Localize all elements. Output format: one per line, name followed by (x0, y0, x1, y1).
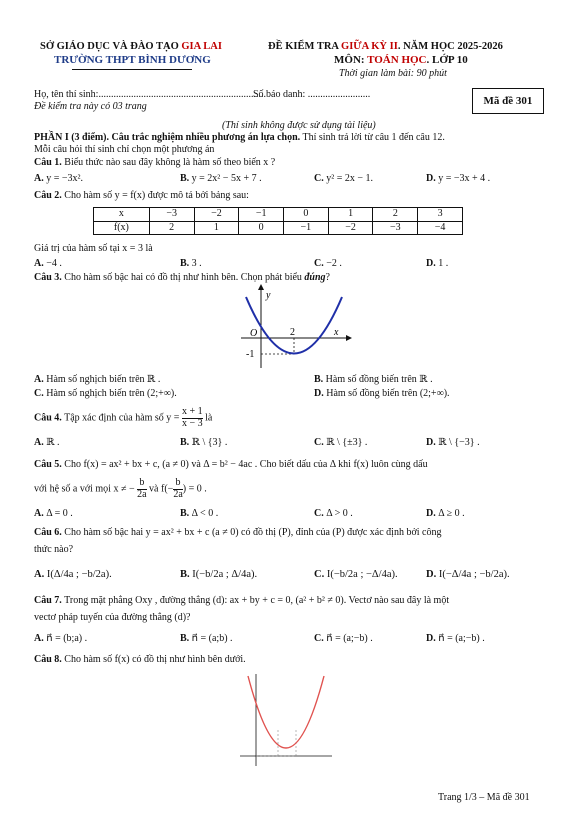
q2-b-text: 3 . (191, 258, 202, 269)
q7-c-text: n⃗ = (a;−b) . (326, 633, 373, 644)
exam-year-text: . NĂM HỌC 2025-2026 (397, 41, 503, 52)
q3-parabola-graph (236, 282, 356, 370)
table-cell: 3 (418, 208, 463, 222)
parabola-curve (248, 676, 324, 748)
q5-line2-start: với hệ số a với mọi x ≠ − (34, 483, 135, 495)
fraction-numerator: x + 1 (181, 406, 203, 417)
q7-label: Câu 7. (34, 595, 62, 606)
q7-option-b: B. n⃗ = (a;b) . (180, 633, 233, 644)
x-axis-label: x (334, 327, 339, 338)
q2-value-table (93, 207, 463, 235)
q5-label: Câu 5. (34, 459, 62, 470)
q1-option-d: D. y = −3x + 4 . (426, 173, 491, 184)
table-cell: −2 (328, 221, 373, 235)
school-name: TRƯỜNG THPT BÌNH DƯƠNG (54, 54, 211, 66)
q2-text: Cho hàm số y = f(x) được mô tả bởi bảng sau: (61, 190, 249, 201)
q6-label: Câu 6. (34, 527, 62, 538)
table-cell: 0 (284, 208, 329, 222)
table-cell: −4 (418, 221, 463, 235)
q4-option-a: A. ℝ . (34, 437, 60, 448)
q8-parabola-graph (236, 670, 336, 768)
q6-text: Cho hàm số bậc hai y = ax² + bx + c (a ≠ 0) có đồ thị (P), đỉnh của (P) được xác định bởi công (61, 527, 442, 538)
part1-title: PHẦN I (3 điểm). Câu trắc nghiệm nhiều phương án lựa chọn. (34, 132, 301, 143)
q1-label: Câu 1. (34, 157, 62, 168)
q1-option-a: A. y = −3x². (34, 173, 84, 184)
q5-line2: với hệ số a với mọi x ≠ − $\frac{b}{2a}$ và f(− $\frac{b}{2a}$ ) = 0 . (34, 477, 207, 500)
q7-option-a: A. n⃗ = (b;a) . (34, 633, 88, 644)
q5-d-text: Δ ≥ 0 . (438, 508, 465, 519)
q5-c-text: Δ > 0 . (326, 508, 353, 519)
fraction-numerator: b (173, 478, 182, 490)
q6-option-c: C. I(−b/2a ; −Δ/4a). (314, 569, 398, 580)
q4-fraction (182, 407, 203, 429)
q5-line2-mid: và f (149, 483, 165, 495)
x-axis-arrow (346, 335, 352, 341)
q6-b-text: I(−b/2a ; Δ/4a). (192, 569, 258, 580)
q8-label: Câu 8. (34, 654, 62, 665)
q1-stem (34, 157, 275, 170)
q1-d-text: y = −3x + 4 . (438, 173, 491, 184)
q5-option-b: B. Δ < 0 . (180, 508, 219, 519)
table-cell: −1 (239, 208, 284, 222)
q3-emphasis: đúng (304, 272, 326, 283)
q6-line2: thức nào? (34, 544, 74, 555)
q6-option-d: D. I(−Δ/4a ; −b/2a). (426, 569, 510, 580)
y-axis-arrow (258, 284, 264, 290)
q2-stem (34, 190, 249, 203)
table-cell: 2 (373, 208, 418, 222)
table-cell: −2 (194, 208, 239, 222)
q3-option-c: C. Hàm số nghịch biến trên (2;+∞). (34, 388, 177, 399)
department-line (40, 40, 222, 53)
fraction-denominator: 2a (173, 488, 183, 500)
part1-desc: Thí sinh trả lời từ câu 1 đến câu 12. (300, 132, 445, 143)
q4-option-b: B. ℝ \ {3} . (180, 437, 228, 448)
no-materials-note: (Thí sinh không được sử dụng tài liệu) (222, 120, 376, 131)
province-text: GIA LAI (181, 41, 222, 52)
q6-stem (34, 527, 441, 540)
q4-stem (34, 407, 212, 429)
y-tick-label: -1 (246, 349, 255, 360)
q5-option-a: A. Δ = 0 . (34, 508, 73, 519)
q7-option-d: D. n⃗ = (a;−b) . (426, 633, 485, 644)
q3-c-text: Hàm số nghịch biến trên (2;+∞). (46, 388, 177, 399)
subject-line (334, 54, 468, 68)
x-tick-label: 2 (290, 327, 295, 338)
exam-term-text: GIỮA KỲ II (341, 41, 398, 52)
q5-a-text: Δ = 0 . (46, 508, 73, 519)
q7-b-text: n⃗ = (a;b) . (191, 633, 233, 644)
q2-option-c: C. −2 . (314, 258, 342, 269)
q2-option-b: B. 3 . (180, 258, 202, 269)
part1-header (34, 132, 445, 145)
table-cell: 1 (328, 208, 373, 222)
table-row (94, 221, 463, 235)
table-cell: −1 (284, 221, 329, 235)
q5-b-text: Δ < 0 . (191, 508, 219, 519)
origin-label: O (250, 328, 258, 339)
q7-d-text: n⃗ = (a;−b) . (438, 633, 485, 644)
table-cell: x (94, 208, 150, 222)
q7-a-text: n⃗ = (b;a) . (46, 633, 88, 644)
q1-a-text: y = −3x². (46, 173, 84, 184)
q2-option-a: A. −4 . (34, 258, 62, 269)
q4-text-end: là (205, 412, 213, 424)
table-cell: 1 (194, 221, 239, 235)
q6-c-text: I(−b/2a ; −Δ/4a). (326, 569, 398, 580)
q6-option-a: A. I(Δ/4a ; −b/2a). (34, 569, 112, 580)
q3-option-b: B. Hàm số đồng biến trên ℝ . (314, 374, 433, 385)
q3-b-text: Hàm số đồng biến trên ℝ . (325, 374, 433, 385)
q4-label: Câu 4. (34, 412, 62, 424)
table-row (94, 208, 463, 222)
grade-text: . LỚP 10 (426, 54, 468, 66)
q4-b-text: ℝ \ {3} . (191, 437, 228, 448)
q7-stem (34, 595, 449, 608)
fraction-denominator: 2a (137, 488, 147, 500)
part1-desc2: Mỗi câu hỏi thí sinh chỉ chọn một phương án (34, 144, 215, 155)
table-cell: 0 (239, 221, 284, 235)
parabola-curve (246, 297, 342, 354)
q5-fraction (137, 478, 146, 500)
q5-option-c: C. Δ > 0 . (314, 508, 353, 519)
q1-c-text: y² = 2x − 1. (326, 173, 374, 184)
table-cell: 2 (149, 221, 194, 235)
q1-option-b: B. y = 2x² − 5x + 7 . (180, 173, 262, 184)
student-id-field: Số báo danh: ......................... (253, 89, 371, 100)
fraction-numerator: b (137, 478, 146, 490)
subject-label: MÔN: (334, 54, 368, 66)
q7-option-c: C. n⃗ = (a;−b) . (314, 633, 373, 644)
table-cell: f(x) (94, 221, 150, 235)
q5-stem (34, 459, 428, 472)
q1-option-c: C. y² = 2x − 1. (314, 173, 374, 184)
q8-text: Cho hàm số f(x) có đồ thị như hình bên dưới. (61, 654, 246, 665)
page-footer: Trang 1/3 – Mã đề 301 (438, 792, 530, 803)
y-axis-label: y (266, 290, 271, 301)
q2-a-text: −4 . (46, 258, 62, 269)
q2-label: Câu 2. (34, 190, 62, 201)
q2-c-text: −2 . (326, 258, 342, 269)
q5-line2-end: = 0 . (186, 483, 207, 495)
exam-code-box: Mã đề 301 (472, 88, 544, 114)
fraction-denominator: x − 3 (181, 417, 203, 429)
department-text: SỞ GIÁO DỤC VÀ ĐÀO TẠO (40, 41, 179, 52)
q1-text: Biểu thức nào sau đây không là hàm số theo biến x ? (61, 157, 276, 168)
subject-name: TOÁN HỌC (367, 54, 427, 66)
q5-fraction-2 (173, 478, 182, 500)
table-cell: −3 (149, 208, 194, 222)
q4-option-c: C. ℝ \ {±3} . (314, 437, 368, 448)
school-underline (72, 69, 192, 70)
q4-d-text: ℝ \ {−3} . (438, 437, 480, 448)
q3-text-end: ? (325, 272, 330, 283)
q4-a-text: ℝ . (46, 437, 60, 448)
q3-option-a: A. Hàm số nghịch biến trên ℝ . (34, 374, 161, 385)
q1-b-text: y = 2x² − 5x + 7 . (191, 173, 262, 184)
exam-title (268, 40, 503, 53)
q5-text: Cho f(x) = ax² + bx + c, (a ≠ 0) và Δ = b² − 4ac . Cho biết dấu của Δ khi f(x) luôn cùng dấu (61, 459, 428, 470)
table-cell: −3 (373, 221, 418, 235)
q4-text: Tập xác định của hàm số y = (61, 412, 180, 424)
q3-option-d: D. Hàm số đồng biến trên (2;+∞). (314, 388, 450, 399)
q7-text: Trong mặt phẳng Oxy , đường thẳng (d): ax + by + c = 0, (a² + b² ≠ 0). Vectơ nào sau đây là một (61, 595, 450, 606)
student-name-field: Họ, tên thí sinh:................................................................... (34, 89, 266, 100)
q5-option-d: D. Δ ≥ 0 . (426, 508, 465, 519)
q8-stem (34, 654, 246, 667)
q2-d-text: 1 . (438, 258, 449, 269)
q4-option-d: D. ℝ \ {−3} . (426, 437, 480, 448)
q3-label: Câu 3. (34, 272, 62, 283)
q7-line2: vectơ pháp tuyến của đường thẳng (d)? (34, 612, 191, 623)
q6-d-text: I(−Δ/4a ; −b/2a). (438, 569, 510, 580)
time-limit: Thời gian làm bài: 90 phút (339, 68, 447, 79)
q6-a-text: I(Δ/4a ; −b/2a). (46, 569, 112, 580)
q6-option-b: B. I(−b/2a ; Δ/4a). (180, 569, 258, 580)
q3-text: Cho hàm số bậc hai có đồ thị như hình bên. Chọn phát biểu (61, 272, 305, 283)
q2-question: Giá trị của hàm số tại x = 3 là (34, 243, 153, 254)
q4-c-text: ℝ \ {±3} . (326, 437, 368, 448)
q3-a-text: Hàm số nghịch biến trên ℝ . (46, 374, 161, 385)
q3-d-text: Hàm số đồng biến trên (2;+∞). (326, 388, 450, 399)
exam-title-text: ĐỀ KIỂM TRA (268, 41, 339, 52)
q2-option-d: D. 1 . (426, 258, 449, 269)
pages-note: Đề kiểm tra này có 03 trang (34, 101, 147, 112)
